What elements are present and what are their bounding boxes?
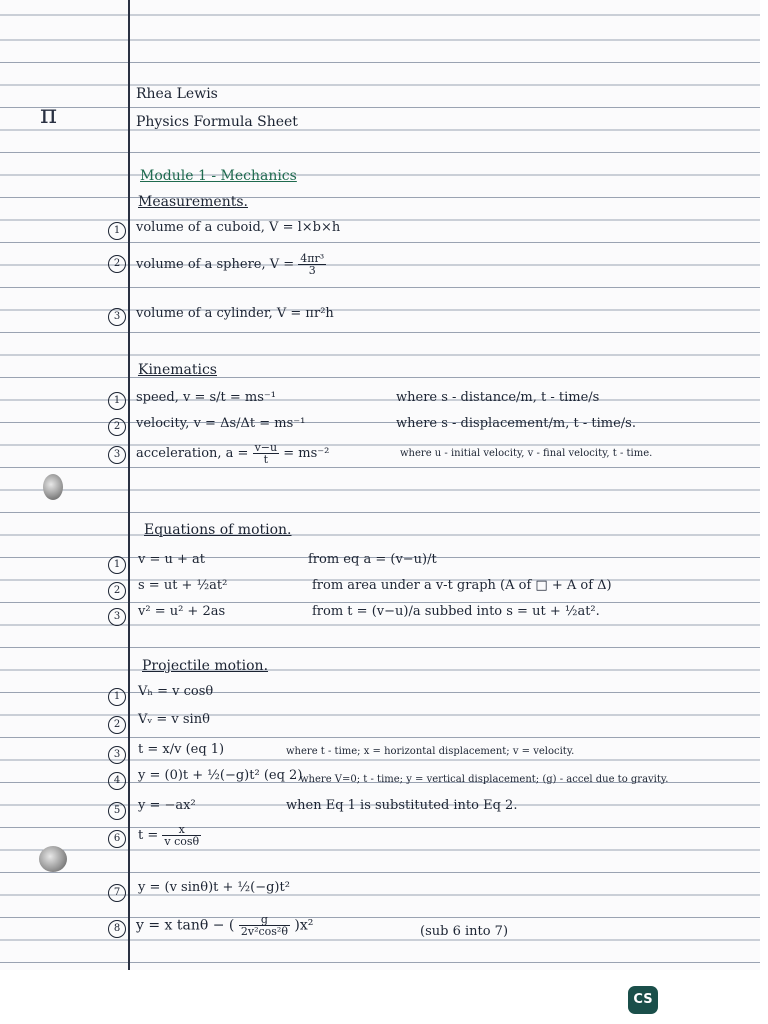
fraction: $\frac{g}{\text{2v²cos²θ}}$ [240, 913, 288, 938]
margin-line [128, 0, 130, 970]
note-velocity: where s - displacement/m, t - time/s. [396, 416, 636, 431]
formula-time-substituted: t = $\frac{x}{\text{v cosθ}}$ [138, 823, 200, 848]
note-time: where t - time; x = horizontal displacement; v = velocity. [286, 746, 575, 757]
item-number: 1 [108, 556, 126, 574]
fraction: $\frac{x}{\text{v cosθ}}$ [164, 823, 200, 848]
note-eom-3: from t = (v−u)/a subbed into s = ut + ½at². [312, 604, 600, 619]
fraction: $\frac{\text{4πr³}}{3}$ [300, 252, 325, 277]
item-number: 3 [108, 446, 126, 464]
item-number: 2 [108, 418, 126, 436]
formula-cuboid-volume: volume of a cuboid, V = l×b×h [136, 220, 341, 235]
item-number: 1 [108, 222, 126, 240]
item-number: 5 [108, 802, 126, 820]
formula-acceleration: acceleration, a = $\frac{v-u}{t}$ = ms⁻² [136, 441, 330, 466]
fraction: $\frac{v-u}{t}$ [254, 441, 278, 466]
formula-velocity: velocity, v = Δs/Δt = ms⁻¹ [136, 416, 306, 431]
formula-trajectory: y = −ax² [138, 798, 196, 813]
note-speed: where s - distance/m, t - time/s [396, 390, 600, 405]
note-trajectory: when Eq 1 is substituted into Eq 2. [286, 798, 518, 813]
kinematics-heading: Kinematics [138, 362, 217, 378]
punch-hole [43, 474, 63, 500]
item-number: 2 [108, 716, 126, 734]
note-vertical-displacement: where V=0; t - time; y = vertical displacement; (g) - accel due to gravity. [300, 774, 669, 785]
item-number: 2 [108, 582, 126, 600]
punch-hole [39, 846, 67, 872]
note-eom-1: from eq a = (v−u)/t [308, 552, 437, 567]
pi-doodle-icon: π [40, 100, 58, 130]
formula-eom-1: v = u + at [138, 552, 206, 567]
item-number: 4 [108, 772, 126, 790]
formula-vertical-displacement: y = (0)t + ½(−g)t² (eq 2) [138, 768, 303, 783]
measurements-heading: Measurements. [138, 194, 248, 210]
equations-of-motion-heading: Equations of motion. [144, 522, 292, 538]
item-number: 8 [108, 920, 126, 938]
item-number: 3 [108, 746, 126, 764]
formula-eom-3: v² = u² + 2as [138, 604, 226, 619]
formula-trajectory-final: y = x tanθ − ( $\frac{g}{\text{2v²cos²θ}}$ )x² [136, 913, 314, 938]
item-number: 3 [108, 608, 126, 626]
formula-time: t = x/v (eq 1) [138, 742, 225, 757]
author-name: Rhea Lewis [136, 86, 218, 102]
formula-vertical-velocity: Vᵥ = v sinθ [138, 712, 210, 727]
page-title: Physics Formula Sheet [136, 114, 298, 130]
note-acceleration: where u - initial velocity, v - final velocity, t - time. [400, 448, 653, 459]
module-title: Module 1 - Mechanics [140, 168, 297, 184]
note-trajectory-final: (sub 6 into 7) [420, 924, 509, 939]
item-number: 1 [108, 688, 126, 706]
item-number: 6 [108, 830, 126, 848]
item-number: 1 [108, 392, 126, 410]
camscanner-logo: CS [628, 986, 658, 1014]
item-number: 2 [108, 255, 126, 273]
projectile-motion-heading: Projectile motion. [142, 658, 269, 674]
item-number: 3 [108, 308, 126, 326]
formula-cylinder-volume: volume of a cylinder, V = πr²h [136, 306, 334, 321]
formula-speed: speed, v = s/t = ms⁻¹ [136, 390, 276, 405]
formula-y-expanded: y = (v sinθ)t + ½(−g)t² [138, 880, 290, 895]
formula-eom-2: s = ut + ½at² [138, 578, 228, 593]
note-eom-2: from area under a v-t graph (A of □ + A of Δ) [312, 578, 612, 593]
formula-sphere-volume: volume of a sphere, V = $\frac{\text{4πr³}}{3}$ [136, 252, 325, 277]
formula-horizontal-velocity: Vₕ = v cosθ [138, 684, 214, 699]
item-number: 7 [108, 884, 126, 902]
